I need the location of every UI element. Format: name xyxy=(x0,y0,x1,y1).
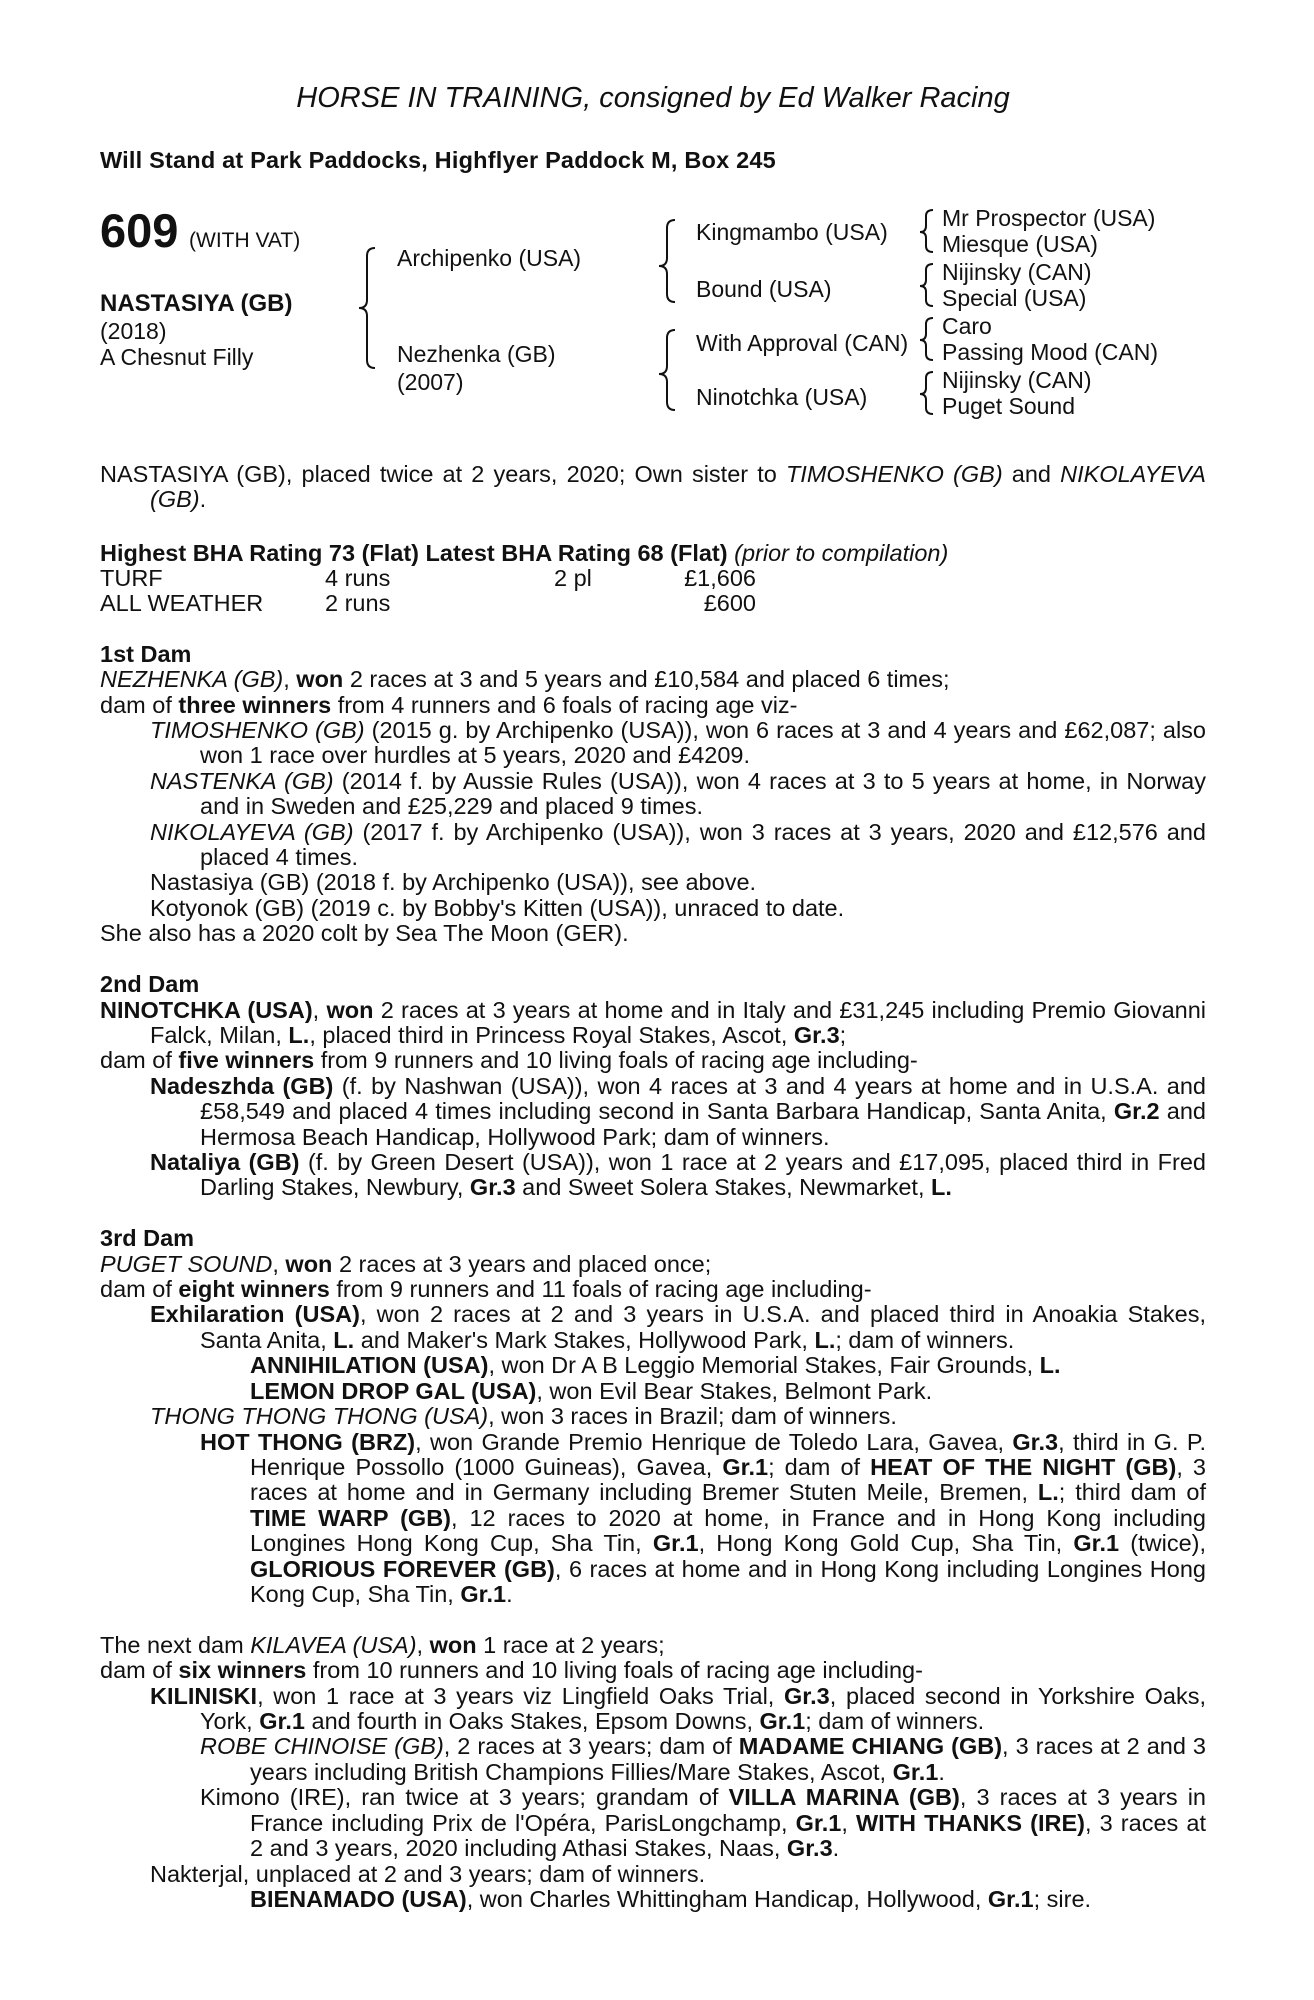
aw-label: ALL WEATHER xyxy=(100,590,264,617)
dam3-heading: 3rd Dam xyxy=(100,1225,195,1252)
bracket-main xyxy=(359,248,375,368)
dam2-produce: dam of five winners from 9 runners and 10 living foals of racing age including- xyxy=(100,1047,918,1074)
dam1-record: NEZHENKA (GB), won 2 races at 3 and 5 years and £10,584 and placed 6 times; xyxy=(100,666,950,693)
pedigree-dds: Nijinsky (CAN) xyxy=(942,367,1092,393)
dam1-progeny-5: Kotyonok (GB) (2019 c. by Bobby's Kitten (USA)), unraced to date. xyxy=(150,894,845,921)
pedigree-sire-sire: Kingmambo (USA) xyxy=(696,219,888,245)
pedigree-sss: Mr Prospector (USA) xyxy=(942,205,1156,231)
bracket-sire xyxy=(659,220,675,302)
pedigree-ddd: Puget Sound xyxy=(942,393,1076,419)
dam2-heading: 2nd Dam xyxy=(100,971,200,998)
pedigree-dam-sire: With Approval (CAN) xyxy=(696,330,909,356)
turf-placed: 2 pl xyxy=(554,565,592,592)
dam3-grandprogeny-1: ANNIHILATION (USA), won Dr A B Leggio Memorial Stakes, Fair Grounds, L. xyxy=(250,1352,1061,1379)
dam4-record: The next dam KILAVEA (USA), won 1 race at 2 years; xyxy=(100,1631,665,1658)
dam1-progeny-2: NASTENKA (GB) (2014 f. by Aussie Rules (USA)), won 4 races at 3 to 5 years at home, in Norway and in Sweden and £25,229 and placed 9 times. xyxy=(150,767,1206,820)
aw-runs: 2 runs xyxy=(325,590,391,617)
dam1-progeny-1: TIMOSHENKO (GB) (2015 g. by Archipenko (USA)), won 6 races at 3 and 4 years and £62,087; also won 1 race over hurdles at 5 years, 2020 and £4209. xyxy=(150,716,1207,769)
consignor-line: HORSE IN TRAINING, consigned by Ed Walker Racing xyxy=(296,82,1010,114)
dam4-progeny-1: KILINISKI, won 1 race at 3 years viz Lingfield Oaks Trial, Gr.3, placed second in Yorkshire Oaks, York, Gr.1 and fourth in Oaks Stakes, Epsom Downs, Gr.1; dam of winners. xyxy=(150,1682,1206,1735)
pedigree-ssd: Miesque (USA) xyxy=(942,231,1098,257)
dam1-progeny-3: NIKOLAYEVA (GB) (2017 f. by Archipenko (USA)), won 3 races at 3 years, 2020 and £12,576 and placed 4 times. xyxy=(150,818,1207,870)
stand-location: Will Stand at Park Paddocks, Highflyer Paddock M, Box 245 xyxy=(100,147,776,173)
dam1-progeny-4: Nastasiya (GB) (2018 f. by Archipenko (USA)), see above. xyxy=(150,869,757,896)
pedigree-sire: Archipenko (USA) xyxy=(397,245,582,271)
aw-money: £600 xyxy=(703,590,756,617)
rating-line: Highest BHA Rating 73 (Flat) Latest BHA Rating 68 (Flat) (prior to compilation) xyxy=(100,539,949,566)
bracket-sd xyxy=(920,264,933,306)
pedigree-dam: Nezhenka (GB) xyxy=(397,341,556,367)
dam4-grandprogeny-3: BIENAMADO (USA), won Charles Whittingham Handicap, Hollywood, Gr.1; sire. xyxy=(250,1885,1092,1912)
dam4-grandprogeny-2: Kimono (IRE), ran twice at 3 years; grandam of VILLA MARINA (GB), 3 races at 3 years in France including Prix de l'Opéra, ParisLongchamp, Gr.1, WITH THANKS (IRE), 3 races at 2 and 3 years, 2020 including Athasi Stakes, Naas, Gr.3. xyxy=(200,1784,1207,1862)
dam3-grandprogeny-2: LEMON DROP GAL (USA), won Evil Bear Stakes, Belmont Park. xyxy=(250,1377,933,1404)
pedigree-sds: Nijinsky (CAN) xyxy=(942,259,1092,285)
dam1-note: She also has a 2020 colt by Sea The Moon (GER). xyxy=(100,920,629,947)
dam3-produce: dam of eight winners from 9 runners and 11 foals of racing age including- xyxy=(100,1276,872,1303)
dam3-grandprogeny-3: HOT THONG (BRZ), won Grande Premio Henrique de Toledo Lara, Gavea, Gr.3, third in G. P. Henrique Possollo (1000 Guineas), Gavea, Gr.1; dam of HEAT OF THE NIGHT (GB), 3 races at home and in Germany including Bremer Stuten Meile, Bremen, L.; third dam of TIME WARP (GB), 12 races to 2020 at home, in France and in Hong Kong including Longines Hong Kong Cup, Sha Tin, Gr.1, Hong Kong Gold Cup, Sha Tin, Gr.1 (twice), GLORIOUS FOREVER (GB), 6 races at home and in Hong Kong including Longines Hong Kong Cup, Sha Tin, Gr.1. xyxy=(200,1428,1207,1607)
dam4-progeny-2: Nakterjal, unplaced at 2 and 3 years; dam of winners. xyxy=(150,1860,706,1887)
turf-money: £1,606 xyxy=(684,565,756,592)
bracket-ss xyxy=(920,210,933,252)
pedigree-sdd: Special (USA) xyxy=(942,285,1087,311)
turf-label: TURF xyxy=(100,565,163,592)
bracket-ds xyxy=(920,318,933,360)
dam4-produce: dam of six winners from 10 runners and 10 living foals of racing age including- xyxy=(100,1657,923,1684)
horse-name: NASTASIYA (GB) xyxy=(100,290,293,317)
dam1-heading: 1st Dam xyxy=(100,640,192,667)
dam3-progeny-2: THONG THONG THONG (USA), won 3 races in Brazil; dam of winners. xyxy=(150,1403,897,1430)
horse-year: (2018) xyxy=(100,318,167,344)
dam2-progeny-1: Nadeszhda (GB) (f. by Nashwan (USA)), won 4 races at 3 and 4 years at home and in U.S.A. and £58,549 and placed 4 times including second in Santa Barbara Handicap, Santa Anita, Gr.2 and Hermosa Beach Handicap, Hollywood Park; dam of winners. xyxy=(150,1072,1206,1150)
race-record xyxy=(100,566,1206,616)
vat-note: (WITH VAT) xyxy=(189,229,301,252)
pedigree-dss: Caro xyxy=(942,313,992,339)
horse-description: A Chesnut Filly xyxy=(100,344,254,370)
dam2-record: NINOTCHKA (USA), won 2 races at 3 years at home and in Italy and £31,245 including Premio Giovanni Falck, Milan, L., placed third in Princess Royal Stakes, Ascot, Gr.3; xyxy=(100,996,1207,1048)
dam2-progeny-2: Nataliya (GB) (f. by Green Desert (USA)), won 1 race at 2 years and £17,095, placed third in Fred Darling Stakes, Newbury, Gr.3 and Sweet Solera Stakes, Newmarket, L. xyxy=(150,1148,1206,1201)
dam1-produce: dam of three winners from 4 runners and 6 foals of racing age viz- xyxy=(100,691,798,718)
dam3-record: PUGET SOUND, won 2 races at 3 years and placed once; xyxy=(100,1250,712,1277)
lot-number: 609 xyxy=(100,204,179,257)
pedigree-dam-dam: Ninotchka (USA) xyxy=(696,384,868,410)
pedigree-dsd: Passing Mood (CAN) xyxy=(942,339,1159,365)
bracket-dd xyxy=(920,372,933,414)
bracket-dam xyxy=(659,330,675,410)
pedigree-dam-year: (2007) xyxy=(397,369,464,395)
summary-paragraph: NASTASIYA (GB), placed twice at 2 years, 2020; Own sister to TIMOSHENKO (GB) and NIKOLAYEVA (GB). xyxy=(100,461,1206,513)
catalogue-body xyxy=(100,462,1206,1912)
dam3-progeny-1: Exhilaration (USA), won 2 races at 2 and 3 years in U.S.A. and placed third in Anoakia Stakes, Santa Anita, L. and Maker's Mark Stakes, Hollywood Park, L.; dam of winners. xyxy=(150,1301,1206,1353)
pedigree-sire-dam: Bound (USA) xyxy=(696,276,832,302)
turf-runs: 4 runs xyxy=(325,565,391,592)
dam4-grandprogeny-1: ROBE CHINOISE (GB), 2 races at 3 years; dam of MADAME CHIANG (GB), 3 races at 2 and 3 years including British Champions Fillies/Mare Stakes, Ascot, Gr.1. xyxy=(200,1733,1206,1785)
